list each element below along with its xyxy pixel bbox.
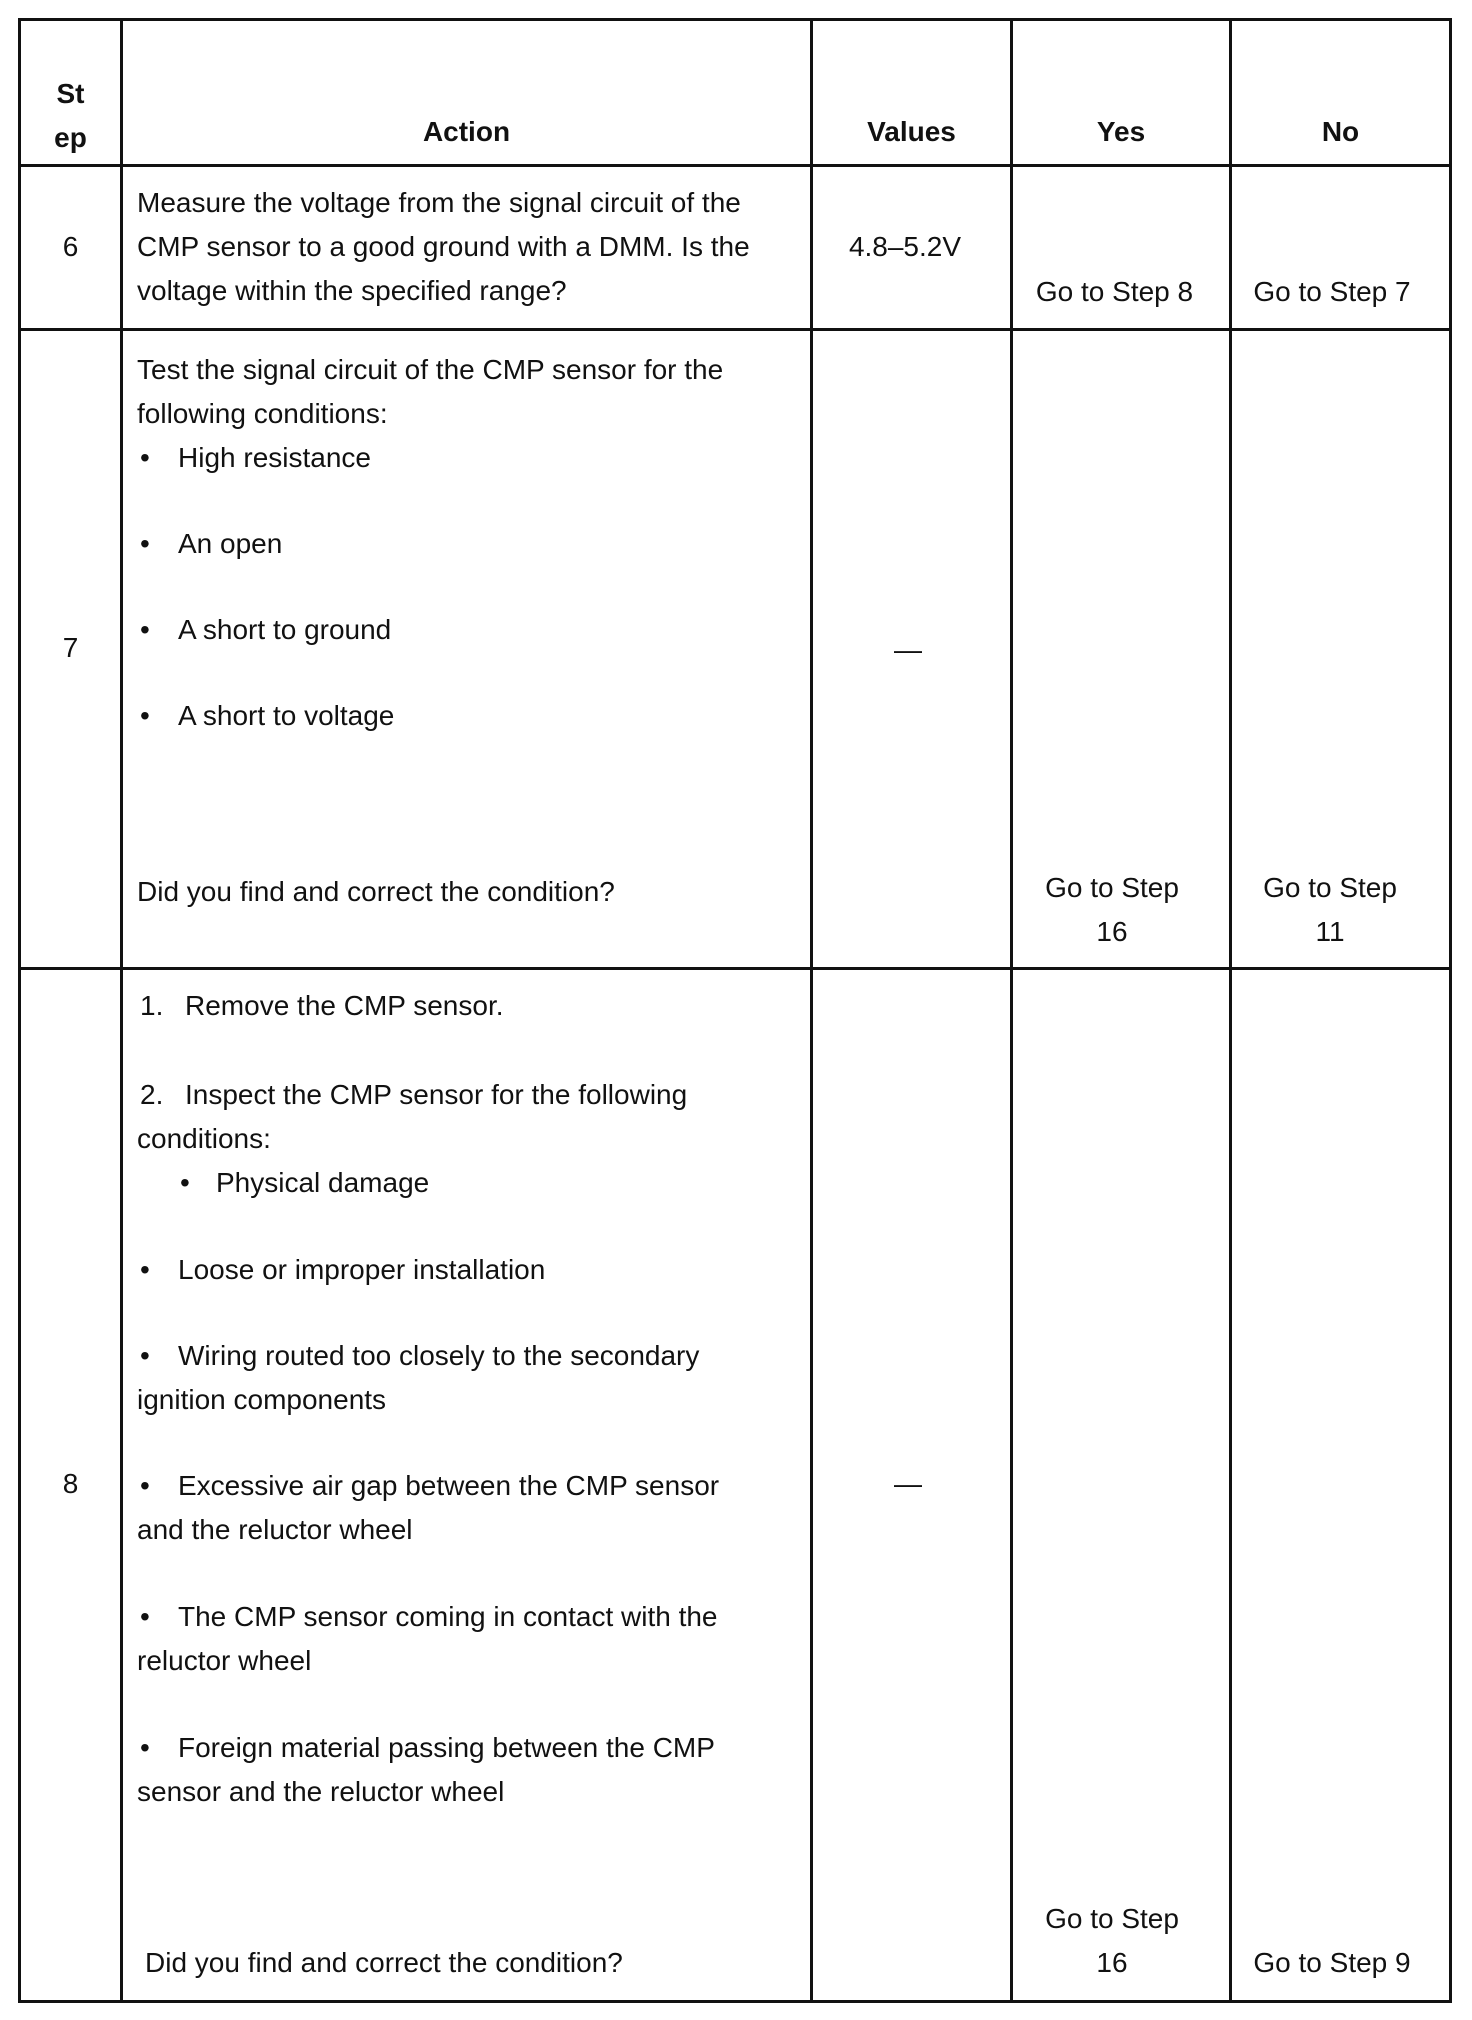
header-values: Values [867, 116, 956, 147]
bullet-item: Excessive air gap between the CMP sensor [178, 1470, 720, 1501]
bullet-marker: • [140, 1601, 150, 1632]
step-number: 6 [62, 231, 79, 262]
value-cell: — [894, 634, 922, 665]
action-line: voltage within the specified range? [137, 275, 567, 306]
header-step-line2: ep [54, 122, 87, 153]
action-text [137, 348, 723, 436]
bullet-item: A short to voltage [178, 700, 395, 731]
action-line: following conditions: [137, 398, 388, 429]
yes-line: Go to Step [1045, 1903, 1179, 1934]
bullet-marker: • [140, 700, 150, 731]
bullet-item: An open [178, 528, 283, 559]
table-border-top [18, 18, 1452, 21]
column-divider [1229, 18, 1232, 2003]
bullet-marker: • [140, 1254, 150, 1285]
numbered-step-number: 1. [140, 990, 164, 1021]
yes-cell: Go to Step 8 [1035, 276, 1194, 307]
question-text: Did you find and correct the condition? [145, 1947, 623, 1978]
step-number: 7 [62, 632, 79, 663]
bullet-item: The CMP sensor coming in contact with the [178, 1601, 718, 1632]
no-cell [1232, 866, 1428, 954]
bullet-marker: • [140, 1732, 150, 1763]
table-border-left [18, 18, 21, 2003]
bullet-marker: • [140, 1340, 150, 1371]
row-divider [18, 328, 1452, 331]
bullet-marker: • [180, 1167, 190, 1198]
numbered-step-text: Inspect the CMP sensor for the following [185, 1079, 688, 1110]
yes-line: 16 [1096, 916, 1128, 947]
header-no: No [1321, 116, 1360, 147]
value-cell: — [894, 1468, 922, 1499]
header-divider [18, 164, 1452, 167]
header-step-line1: St [56, 78, 85, 109]
no-cell: Go to Step 9 [1253, 1947, 1411, 1978]
header-action: Action [422, 116, 511, 147]
column-divider [1010, 18, 1013, 2003]
column-divider [810, 18, 813, 2003]
numbered-step-number: 2. [140, 1079, 164, 1110]
bullet-item-continuation: and the reluctor wheel [137, 1514, 413, 1545]
bullet-item-continuation: sensor and the reluctor wheel [137, 1776, 505, 1807]
header-yes: Yes [1096, 116, 1146, 147]
value-cell: 4.8–5.2V [848, 231, 962, 262]
step-number: 8 [62, 1468, 79, 1499]
yes-cell [1013, 1897, 1211, 1985]
bullet-item: Loose or improper installation [178, 1254, 546, 1285]
bullet-item: High resistance [178, 442, 371, 473]
header-step [21, 72, 120, 160]
numbered-step-text: Remove the CMP sensor. [185, 990, 504, 1021]
numbered-step-continuation: conditions: [137, 1123, 271, 1154]
bullet-marker: • [140, 614, 150, 645]
no-cell: Go to Step 7 [1253, 276, 1411, 307]
bullet-marker: • [140, 1470, 150, 1501]
column-divider [120, 18, 123, 2003]
table-border-bottom [18, 2000, 1452, 2003]
yes-line: 16 [1096, 1947, 1128, 1978]
yes-cell [1013, 866, 1211, 954]
bullet-item-continuation: ignition components [137, 1384, 387, 1415]
bullet-item: A short to ground [178, 614, 392, 645]
question-text: Did you find and correct the condition? [137, 876, 615, 907]
no-line: Go to Step [1263, 872, 1397, 903]
table-border-right [1449, 18, 1452, 2003]
bullet-marker: • [140, 528, 150, 559]
sub-bullet-item: Physical damage [216, 1167, 430, 1198]
action-line: Test the signal circuit of the CMP sensor for the [137, 354, 724, 385]
action-text [137, 181, 750, 313]
no-line: 11 [1315, 916, 1345, 947]
bullet-item-continuation: reluctor wheel [137, 1645, 312, 1676]
bullet-marker: • [140, 442, 150, 473]
action-line: CMP sensor to a good ground with a DMM. Is the [137, 231, 750, 262]
row-divider [18, 967, 1452, 970]
bullet-item: Foreign material passing between the CMP [178, 1732, 715, 1763]
action-line: Measure the voltage from the signal circuit of the [137, 187, 741, 218]
yes-line: Go to Step [1045, 872, 1179, 903]
bullet-item: Wiring routed too closely to the secondary [178, 1340, 700, 1371]
